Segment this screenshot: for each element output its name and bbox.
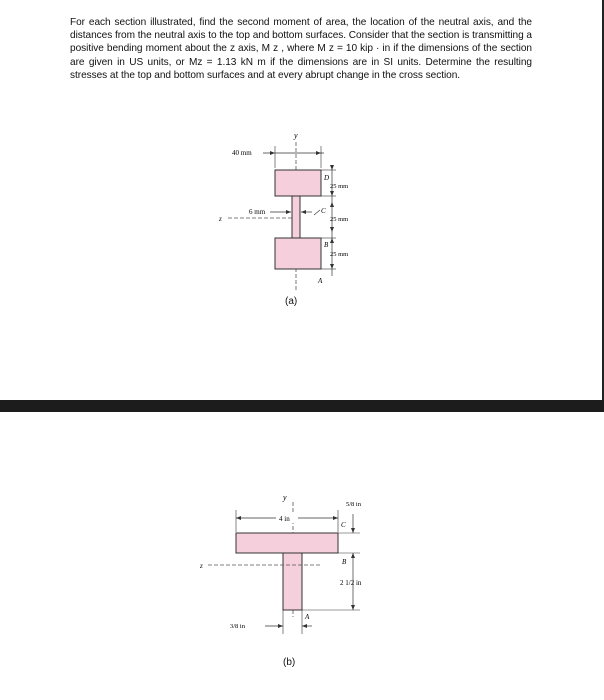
web-arrow-right-b (302, 624, 307, 628)
dim-arrow-2 (330, 191, 334, 196)
width-arrow-right-b (333, 516, 338, 520)
figure-b-caption: (b) (283, 657, 296, 668)
web-dim-label-b: 3/8 in (230, 623, 245, 630)
point-a-label-b: A (305, 613, 310, 621)
point-a-label: A (318, 277, 323, 285)
dim-arrow-6 (330, 264, 334, 269)
flange-dim-label-b: 5/8 in (346, 501, 361, 508)
web-dim-label: 6 mm (249, 208, 266, 216)
stem-arrow-bottom-b (351, 605, 355, 610)
flange-b (236, 533, 338, 553)
point-c-label-b: C (341, 521, 346, 529)
page-divider (0, 400, 604, 412)
web-arrow-left-b (278, 624, 283, 628)
top-flange (275, 170, 321, 196)
width-arrow-right (316, 151, 321, 155)
width-arrow-left (270, 151, 275, 155)
point-c-leader (314, 210, 320, 215)
stem-b (283, 553, 302, 610)
bottom-flange (275, 238, 321, 269)
point-d-label: D (324, 174, 330, 182)
flange-arrow-top-b (351, 528, 355, 533)
figure-b-diagram (0, 412, 604, 700)
stem-dim-label-b: 2 1/2 in (340, 579, 362, 587)
point-c-label: C (321, 207, 326, 215)
width-dim-label-b: 4 in (279, 515, 290, 523)
y-axis-label: y (294, 131, 298, 140)
dim-arrow-1 (330, 165, 334, 170)
point-b-label-b: B (342, 558, 347, 566)
figure-a-caption: (a) (285, 296, 298, 307)
y-axis-label-b: y (283, 493, 287, 502)
lower-dim-label: 25 mm (330, 251, 349, 258)
dim-arrow-3 (330, 202, 334, 207)
web-dim-arrow-right (301, 210, 306, 214)
web-dim-arrow-left (286, 210, 291, 214)
middle-dim-label: 25 mm (330, 216, 349, 223)
web (292, 196, 300, 238)
problem-paragraph: For each section illustrated, find the second moment of area, the location of the neutral axis, and the distances from the neutral axis to the top and bottom surfaces. Consider that the section is transmitting a positive bending moment about the z axis, M z , where M z = 10 kip · in if the dimensions of the section are given in US units, or Mz = 1.13 kN m if the dimensions are in SI units. Determine the resulting stresses at the top and bottom surfaces and at every abrupt change in the cross section. (70, 17, 532, 81)
stem-arrow-top-b (351, 553, 355, 558)
dim-arrow-4 (330, 227, 334, 232)
z-axis-label: z (219, 215, 222, 223)
point-b-label: B (324, 241, 329, 249)
width-arrow-left-b (236, 516, 241, 520)
problem-page-bottom (0, 412, 604, 700)
upper-dim-label: 25 mm (330, 183, 349, 190)
dim-arrow-5 (330, 238, 334, 243)
z-axis-label-b: z (200, 562, 203, 570)
width-dim-label: 40 mm (232, 149, 252, 157)
